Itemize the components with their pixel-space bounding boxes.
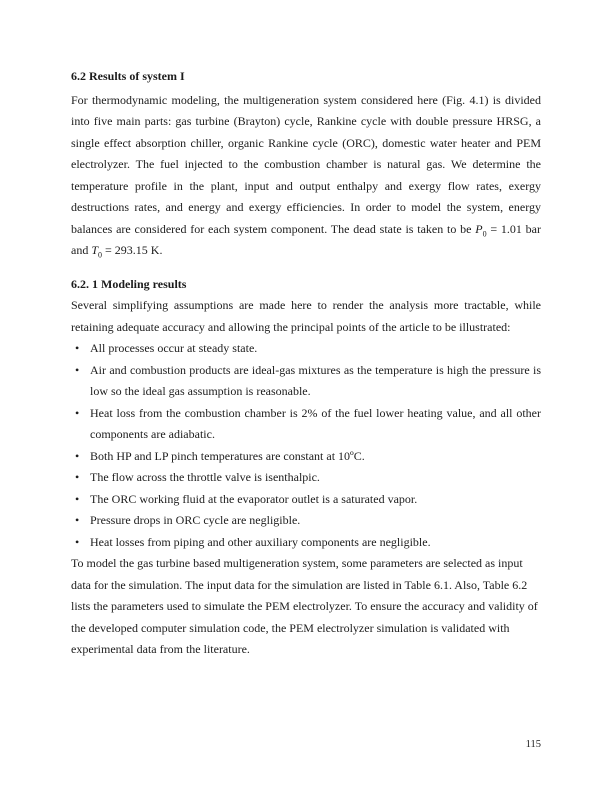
list-item <box>71 403 541 446</box>
subscript-zero: 0 <box>98 250 103 260</box>
section-heading: 6.2 Results of system I <box>71 69 185 83</box>
list-item-text: Air and combustion products are ideal-gas mixtures as the temperature is high the pressure is low so the ideal gas assumption is reasonable. <box>90 362 541 398</box>
list-item <box>71 510 541 532</box>
subscript-zero: 0 <box>482 228 487 238</box>
list-item-text: Both HP and LP pinch temperatures are constant at 10ºC. <box>90 448 365 463</box>
list-item <box>71 467 541 489</box>
assumptions-list <box>71 338 541 553</box>
list-item <box>71 489 541 511</box>
list-item-text: Pressure drops in ORC cycle are negligible. <box>90 513 301 527</box>
list-item-text: The ORC working fluid at the evaporator outlet is a saturated vapor. <box>90 491 418 506</box>
list-item <box>71 446 541 468</box>
list-item-text: Heat losses from piping and other auxiliary components are negligible. <box>90 534 431 549</box>
list-item <box>71 338 541 360</box>
paragraph-assumptions-intro: Several simplifying assumptions are made here to render the analysis more tractable, while retaining adequate accuracy and allowing the principal points of the article to be illustrated: <box>71 298 541 334</box>
symbol-pressure-P: P <box>475 221 483 236</box>
list-item-text: All processes occur at steady state. <box>90 341 258 355</box>
list-item-text: The flow across the throttle valve is isenthalpic. <box>90 470 320 484</box>
list-item <box>71 360 541 403</box>
page-number: 115 <box>525 739 541 750</box>
intro-text: = 1.01 bar and <box>71 221 541 257</box>
list-item <box>71 532 541 554</box>
subsection-heading: 6.2. 1 Modeling results <box>71 276 187 291</box>
paragraph-closing: To model the gas turbine based multigeneration system, some parameters are selected as input data for the simulation. The input data for the simulation are listed in Table 6.1. Also, Table 6.2 lists the parameters used to simulate the PEM electrolyzer. To ensure the accuracy and validity of the developed computer simulation code, the PEM electrolyzer simulation is validated with experimental data from the literature. <box>71 556 538 656</box>
intro-text: For thermodynamic modeling, the multigeneration system considered here (Fig. 4.1) is divided into five main parts: gas turbine (Brayton) cycle, Rankine cycle with double pressure HRSG, a single effect absorption chiller, organic Rankine cycle (ORC), domestic water heater and PEM electrolyzer. The fuel injected to the combustion chamber is natural gas. We determine the temperature profile in the plant, input and output enthalpy and exergy flow rates, exergy destructions rates, and energy and exergy efficiencies. In order to model the system, energy balances are considered for each system component. The dead state is taken to be <box>71 92 541 236</box>
list-item-text: Heat loss from the combustion chamber is 2% of the fuel lower heating value, and all other components are adiabatic. <box>90 405 541 441</box>
paragraph-intro <box>71 90 541 262</box>
symbol-temperature-T: T <box>91 243 99 257</box>
intro-text: = 293.15 K. <box>102 243 163 257</box>
